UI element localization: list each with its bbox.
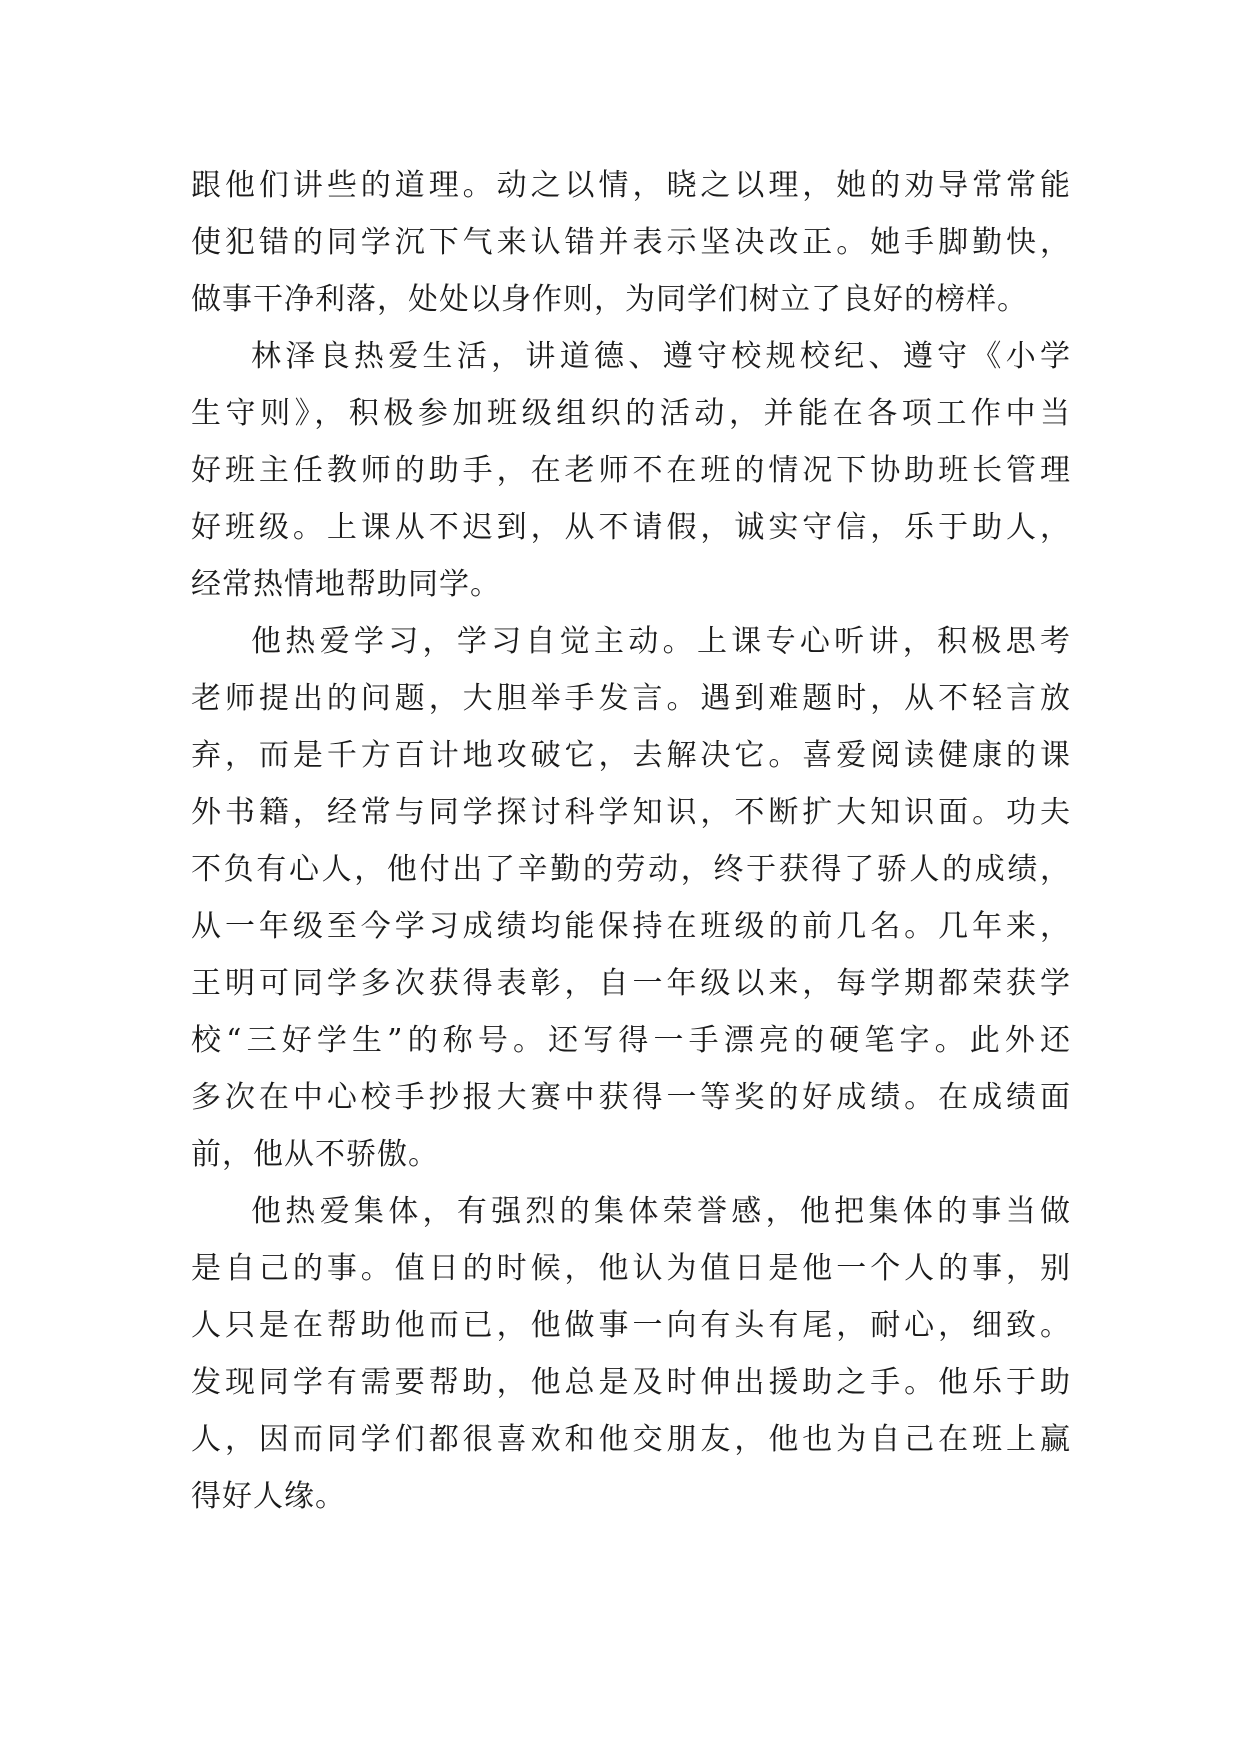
text-line: 使犯错的同学沉下气来认错并表示坚决改正。她手脚勤快，	[191, 225, 1071, 260]
paragraph-3	[191, 613, 1071, 1183]
document-body	[191, 157, 1071, 1525]
text-line: 是自己的事。值日的时候，他认为值日是他一个人的事，别	[191, 1251, 1071, 1286]
text-line: 人只是在帮助他而已，他做事一向有头有尾，耐心，细致。	[191, 1308, 1071, 1343]
text-line: 林泽良热爱生活，讲道德、遵守校规校纪、遵守《小学	[251, 339, 1071, 374]
text-line: 前，他从不骄傲。	[191, 1137, 439, 1172]
text-line: 做事干净利落，处处以身作则，为同学们树立了良好的榜样。	[191, 282, 1028, 317]
text-line: 好班主任教师的助手，在老师不在班的情况下协助班长管理	[191, 453, 1071, 488]
text-line: 得好人缘。	[191, 1479, 346, 1514]
text-line: 王明可同学多次获得表彰，自一年级以来，每学期都荣获学	[191, 966, 1071, 1001]
text-line: 老师提出的问题，大胆举手发言。遇到难题时，从不轻言放	[191, 681, 1071, 716]
text-line: 他热爱集体，有强烈的集体荣誉感，他把集体的事当做	[251, 1194, 1071, 1229]
paragraph-1	[191, 157, 1071, 328]
text-line: 从一年级至今学习成绩均能保持在班级的前几名。几年来，	[191, 909, 1071, 944]
text-line: 多次在中心校手抄报大赛中获得一等奖的好成绩。在成绩面	[191, 1080, 1071, 1115]
text-line: 弃，而是千方百计地攻破它，去解决它。喜爱阅读健康的课	[191, 738, 1071, 773]
text-line: 不负有心人，他付出了辛勤的劳动，终于获得了骄人的成绩，	[191, 852, 1071, 887]
text-line: 生守则》，积极参加班级组织的活动，并能在各项工作中当	[191, 396, 1071, 431]
text-line: 经常热情地帮助同学。	[191, 567, 501, 602]
text-line: 他热爱学习，学习自觉主动。上课专心听讲，积极思考	[251, 624, 1071, 659]
text-line: 校“三好学生”的称号。还写得一手漂亮的硬笔字。此外还	[191, 1023, 1071, 1058]
paragraph-2	[191, 328, 1071, 613]
text-line: 跟他们讲些的道理。动之以情，晓之以理，她的劝导常常能	[191, 168, 1071, 203]
text-line: 好班级。上课从不迟到，从不请假，诚实守信，乐于助人，	[191, 510, 1071, 545]
text-line: 外书籍，经常与同学探讨科学知识，不断扩大知识面。功夫	[191, 795, 1071, 830]
text-line: 人，因而同学们都很喜欢和他交朋友，他也为自己在班上赢	[191, 1422, 1071, 1457]
text-line: 发现同学有需要帮助，他总是及时伸出援助之手。他乐于助	[191, 1365, 1071, 1400]
paragraph-4	[191, 1183, 1071, 1525]
